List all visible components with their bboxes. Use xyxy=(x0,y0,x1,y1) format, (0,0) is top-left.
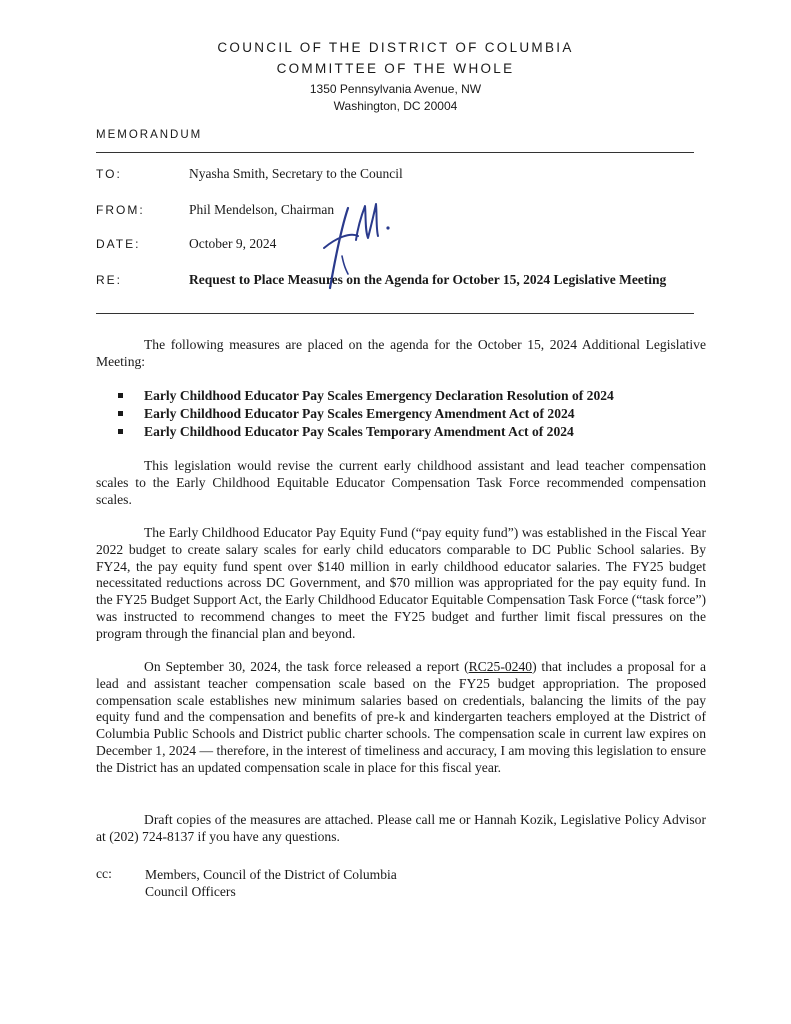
measure-item: Early Childhood Educator Pay Scales Emergency Amendment Act of 2024 xyxy=(118,405,614,423)
paragraph-legislation-summary: This legislation would revise the current early childhood assistant and lead teacher compensation scales to the Early Childhood Equitable Educator Compensation Task Force recommended compensation scales. xyxy=(96,458,706,507)
to-value: Nyasha Smith, Secretary to the Council xyxy=(189,166,403,181)
paragraph-pay-equity-fund: The Early Childhood Educator Pay Equity Fund (“pay equity fund”) was established in the Fiscal Year 2022 budget to create salary scales for early child educators comparable to DC Public School salaries. By FY24, the pay equity fund spent over $140 million in early childhood educator salaries. The FY25 budget necessitated reductions across DC Government, and $70 million was appropriated for the pay equity fund. In the FY25 Budget Support Act, the Early Childhood Educator Equitable Compensation Task Force (“task force”) was instructed to recommend changes to meet the FY25 budget and further limit fiscal pressures on the program through the financial plan and beyond. xyxy=(96,525,707,641)
report-link[interactable]: RC25-0240 xyxy=(468,659,533,674)
memo-label: MEMORANDUM xyxy=(96,129,203,141)
cc-recipient: Members, Council of the District of Columbia xyxy=(145,867,397,882)
date-value: October 9, 2024 xyxy=(189,236,277,251)
fields-divider xyxy=(96,313,694,314)
cc-recipient: Council Officers xyxy=(145,884,236,899)
letterhead-committee: COMMITTEE OF THE WHOLE xyxy=(276,61,515,76)
header-divider xyxy=(96,152,694,153)
report-text-after: ) that includes a proposal for a lead and assistant teacher compensation scale based on the FY25 budget appropriation. The proposed compensation scale establishes new minimum salaries based on credentials, balancing the limits of the pay equity fund and the compensation and benefits of pre-k and kindergarten teachers employed at the District of Columbia Public Schools and District public charter schools. The compensation scale in current law expires on December 1, 2024 — therefore, in the interest of timeliness and accuracy, I am moving this legislation to ensure the District has an updated compensation scale in place for this fiscal year. xyxy=(96,659,706,775)
paragraph-task-force-report xyxy=(96,659,706,777)
measure-item: Early Childhood Educator Pay Scales Temporary Amendment Act of 2024 xyxy=(118,423,614,441)
to-label: TO: xyxy=(96,167,122,181)
re-label: RE: xyxy=(96,273,123,287)
cc-label: cc: xyxy=(96,866,112,881)
from-label: FROM: xyxy=(96,203,145,217)
re-value: Request to Place Measures on the Agenda for October 15, 2024 Legislative Meeting xyxy=(189,272,667,287)
report-text-before: On September 30, 2024, the task force released a report ( xyxy=(144,659,469,674)
signature-initials xyxy=(318,196,398,292)
paragraph-contact: Draft copies of the measures are attached. Please call me or Hannah Kozik, Legislative Policy Advisor at (202) 724-8137 if you have any questions. xyxy=(96,812,706,844)
date-label: DATE: xyxy=(96,237,141,251)
letterhead-council: COUNCIL OF THE DISTRICT OF COLUMBIA xyxy=(217,40,574,55)
from-value: Phil Mendelson, Chairman xyxy=(189,202,335,217)
cc-recipients xyxy=(145,866,397,900)
measure-item: Early Childhood Educator Pay Scales Emergency Declaration Resolution of 2024 xyxy=(118,387,614,405)
letterhead-address-line1: 1350 Pennsylvania Avenue, NW xyxy=(309,82,482,96)
measures-list xyxy=(118,387,614,441)
letterhead-address-line2: Washington, DC 20004 xyxy=(333,99,458,113)
intro-paragraph: The following measures are placed on the agenda for the October 15, 2024 Additional Legislative Meeting: xyxy=(96,337,706,369)
